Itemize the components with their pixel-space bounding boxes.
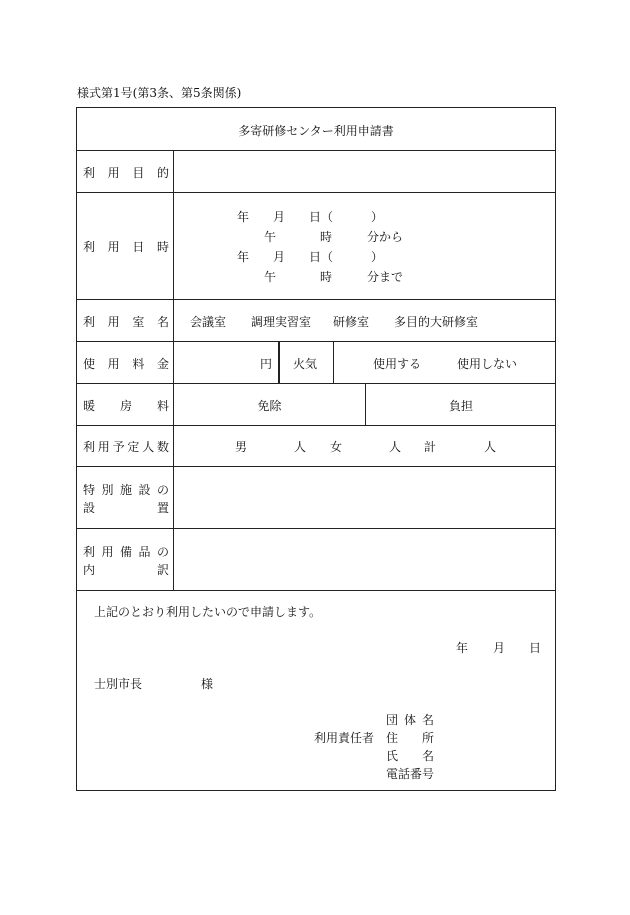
divider: [77, 425, 555, 426]
label-char: 用: [107, 166, 120, 180]
label-char: 名: [421, 749, 434, 763]
label-char: 使: [83, 357, 96, 371]
divider: [77, 528, 555, 529]
people-total: 計: [424, 440, 437, 454]
form-title: 多寄研修センター利用申請書: [238, 124, 394, 138]
label-char: 施: [119, 483, 132, 497]
label-char: の: [156, 545, 169, 559]
label-char: 金: [156, 357, 169, 371]
fire-use-option[interactable]: 使用する: [373, 357, 422, 371]
label-char: 住: [386, 731, 399, 745]
fire-no-use-option[interactable]: 使用しない: [457, 357, 518, 371]
label-char: 用: [97, 440, 110, 454]
label-char: 暖: [83, 399, 96, 413]
mayor-title: 士別市長: [94, 677, 143, 691]
room-option[interactable]: 多目的大研修室: [394, 315, 479, 329]
label-char: 備: [119, 545, 132, 559]
datetime-label: [83, 238, 169, 255]
form-number-note: 様式第1号(第3条、第5条関係): [77, 86, 242, 100]
label-char: 料: [132, 357, 145, 371]
address-label: [386, 729, 434, 746]
label-char: 目: [132, 166, 145, 180]
special-label: [83, 481, 169, 498]
label-char: 内: [83, 563, 96, 577]
heating-label: [83, 397, 169, 414]
date-day-2: 日（: [309, 250, 334, 264]
divider: [77, 383, 555, 384]
label-char: 利: [83, 240, 96, 254]
divider: [77, 192, 555, 193]
date-year: 年: [237, 210, 250, 224]
special-label-2: [83, 499, 169, 516]
people-unit: 人: [389, 440, 402, 454]
purpose-label: [83, 164, 169, 181]
label-char: 予: [112, 440, 125, 454]
org-name-label: [386, 711, 434, 728]
label-char: 設: [138, 483, 151, 497]
fee-unit: 円: [260, 357, 273, 371]
equipment-label: [83, 543, 169, 560]
time-hour-2: 時: [320, 270, 333, 284]
pay-option[interactable]: 負担: [448, 399, 473, 413]
room-label: [83, 313, 169, 330]
people-label: [83, 438, 169, 455]
statement: 上記のとおり利用したいので申請します。: [94, 605, 322, 619]
application-form: [76, 107, 556, 791]
label-char: 体: [403, 713, 416, 727]
label-char: 室: [132, 315, 145, 329]
date-month: 月: [273, 210, 286, 224]
label-char: 設: [83, 501, 96, 515]
time-ampm-2: 午: [264, 270, 277, 284]
label-char: 用: [107, 357, 120, 371]
divider: [77, 299, 555, 300]
label-char: 団: [386, 713, 399, 727]
label-char: 別: [101, 483, 114, 497]
label-char: 訳: [156, 563, 169, 577]
label-char: の: [156, 483, 169, 497]
label-char: 所: [421, 731, 434, 745]
date-paren-2: ）: [371, 250, 384, 264]
label-char: 品: [138, 545, 151, 559]
divider: [77, 466, 555, 467]
label-char: 時: [156, 240, 169, 254]
footer-year: 年: [456, 641, 469, 655]
fire-divider: [333, 341, 334, 383]
footer-month: 月: [493, 641, 506, 655]
equipment-label-2: [83, 561, 169, 578]
room-option[interactable]: 調理実習室: [251, 315, 312, 329]
label-char: 特: [83, 483, 96, 497]
label-char: 電: [386, 767, 399, 781]
label-char: 料: [156, 399, 169, 413]
people-female: 女: [330, 440, 343, 454]
people-unit: 人: [294, 440, 307, 454]
fire-label: 火気: [293, 357, 318, 371]
label-char: 房: [119, 399, 132, 413]
time-from: 分から: [367, 230, 404, 244]
label-char: 用: [107, 315, 120, 329]
fee-divider: [278, 341, 280, 383]
room-option[interactable]: 研修室: [333, 315, 370, 329]
date-day: 日（: [309, 210, 334, 224]
label-char: 利: [83, 315, 96, 329]
label-char: 名: [421, 713, 434, 727]
label-char: 用: [107, 240, 120, 254]
label-char: 日: [132, 240, 145, 254]
label-char: 名: [156, 315, 169, 329]
label-char: 用: [101, 545, 114, 559]
responsible-label: 利用責任者: [314, 731, 375, 745]
date-year-2: 年: [237, 250, 250, 264]
time-hour: 時: [320, 230, 333, 244]
room-option[interactable]: 会議室: [190, 315, 227, 329]
mayor-honorific: 様: [201, 677, 214, 691]
label-char: 話: [398, 767, 411, 781]
label-char: 利: [83, 545, 96, 559]
time-ampm: 午: [264, 230, 277, 244]
people-unit: 人: [484, 440, 497, 454]
time-until: 分まで: [367, 270, 404, 284]
label-char: 利: [83, 440, 96, 454]
label-column-line: [173, 150, 174, 590]
label-char: 置: [156, 501, 169, 515]
divider: [77, 590, 555, 591]
label-char: 号: [422, 767, 435, 781]
fee-label: [83, 355, 169, 372]
name-label: [386, 747, 434, 764]
divider: [77, 150, 555, 151]
date-month-2: 月: [273, 250, 286, 264]
footer-day: 日: [529, 641, 542, 655]
label-char: 人: [142, 440, 155, 454]
label-char: 氏: [386, 749, 399, 763]
exempt-option[interactable]: 免除: [257, 399, 282, 413]
divider: [77, 341, 555, 342]
people-male: 男: [235, 440, 248, 454]
date-paren: ）: [371, 210, 384, 224]
label-char: 的: [156, 166, 169, 180]
label-char: 利: [83, 166, 96, 180]
label-char: 数: [156, 440, 169, 454]
phone-label: [386, 765, 434, 782]
label-char: 番: [410, 767, 423, 781]
label-char: 定: [127, 440, 140, 454]
